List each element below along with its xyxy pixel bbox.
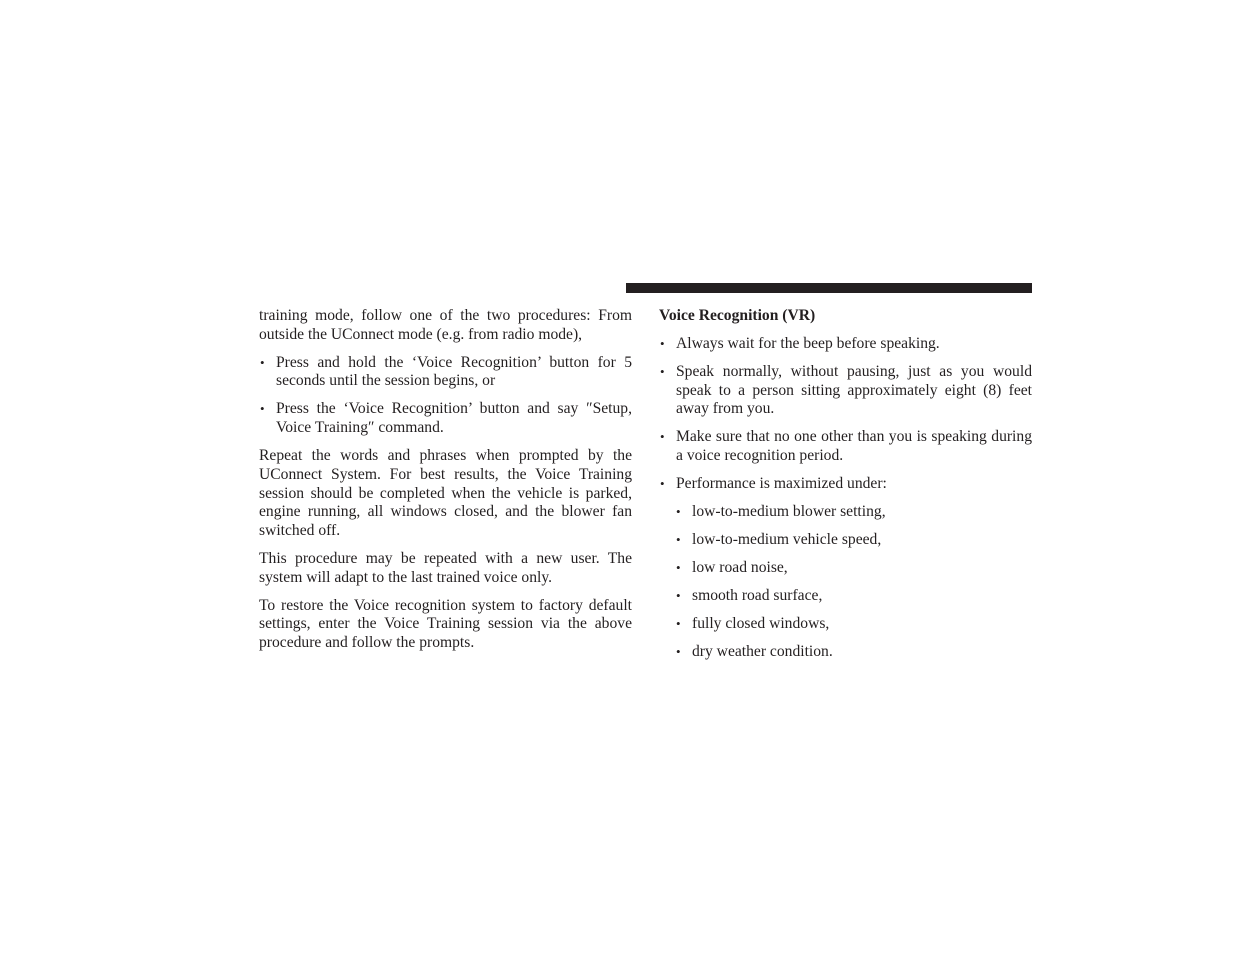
body-paragraph: To restore the Voice recognition system to factory default settings, enter the Voice Training session via the above procedure and follow the prompts. (259, 596, 632, 652)
left-column (259, 307, 632, 662)
condition-item: • low-to-medium vehicle speed, (675, 531, 1032, 550)
procedure-item: • Press the ‘Voice Recognition’ button and say ″Setup, Voice Training″ command. (259, 400, 632, 437)
tip-item: • Performance is maximized under: (659, 475, 1032, 494)
body-paragraph: Repeat the words and phrases when prompted by the UConnect System. For best results, the Voice Training session should be completed when the vehicle is parked, engine running, all windows closed, and the blower fan switched off. (259, 447, 632, 539)
condition-item: • low road noise, (675, 559, 1032, 578)
procedure-item: • Press and hold the ‘Voice Recognition’ button for 5 seconds until the session begins, or (259, 354, 632, 391)
condition-item: • low-to-medium blower setting, (675, 503, 1032, 522)
right-column (659, 307, 1032, 671)
condition-item: • dry weather condition. (675, 643, 1032, 662)
tip-item: • Make sure that no one other than you is speaking during a voice recognition period. (659, 428, 1032, 465)
intro-paragraph: training mode, follow one of the two procedures: From outside the UConnect mode (e.g. from radio mode), (259, 307, 632, 343)
tip-item: • Always wait for the beep before speaking. (659, 335, 1032, 354)
condition-item: • smooth road surface, (675, 587, 1032, 606)
tip-item: • Speak normally, without pausing, just as you would speak to a person sitting approximately eight (8) feet away from you. (659, 363, 1032, 419)
section-header-bar (626, 283, 1032, 293)
section-heading: Voice Recognition (VR) (659, 307, 816, 324)
condition-item: • fully closed windows, (675, 615, 1032, 634)
body-paragraph: This procedure may be repeated with a new user. The system will adapt to the last trained voice only. (259, 549, 632, 586)
procedure-list (259, 354, 632, 438)
tips-list (659, 335, 1032, 662)
